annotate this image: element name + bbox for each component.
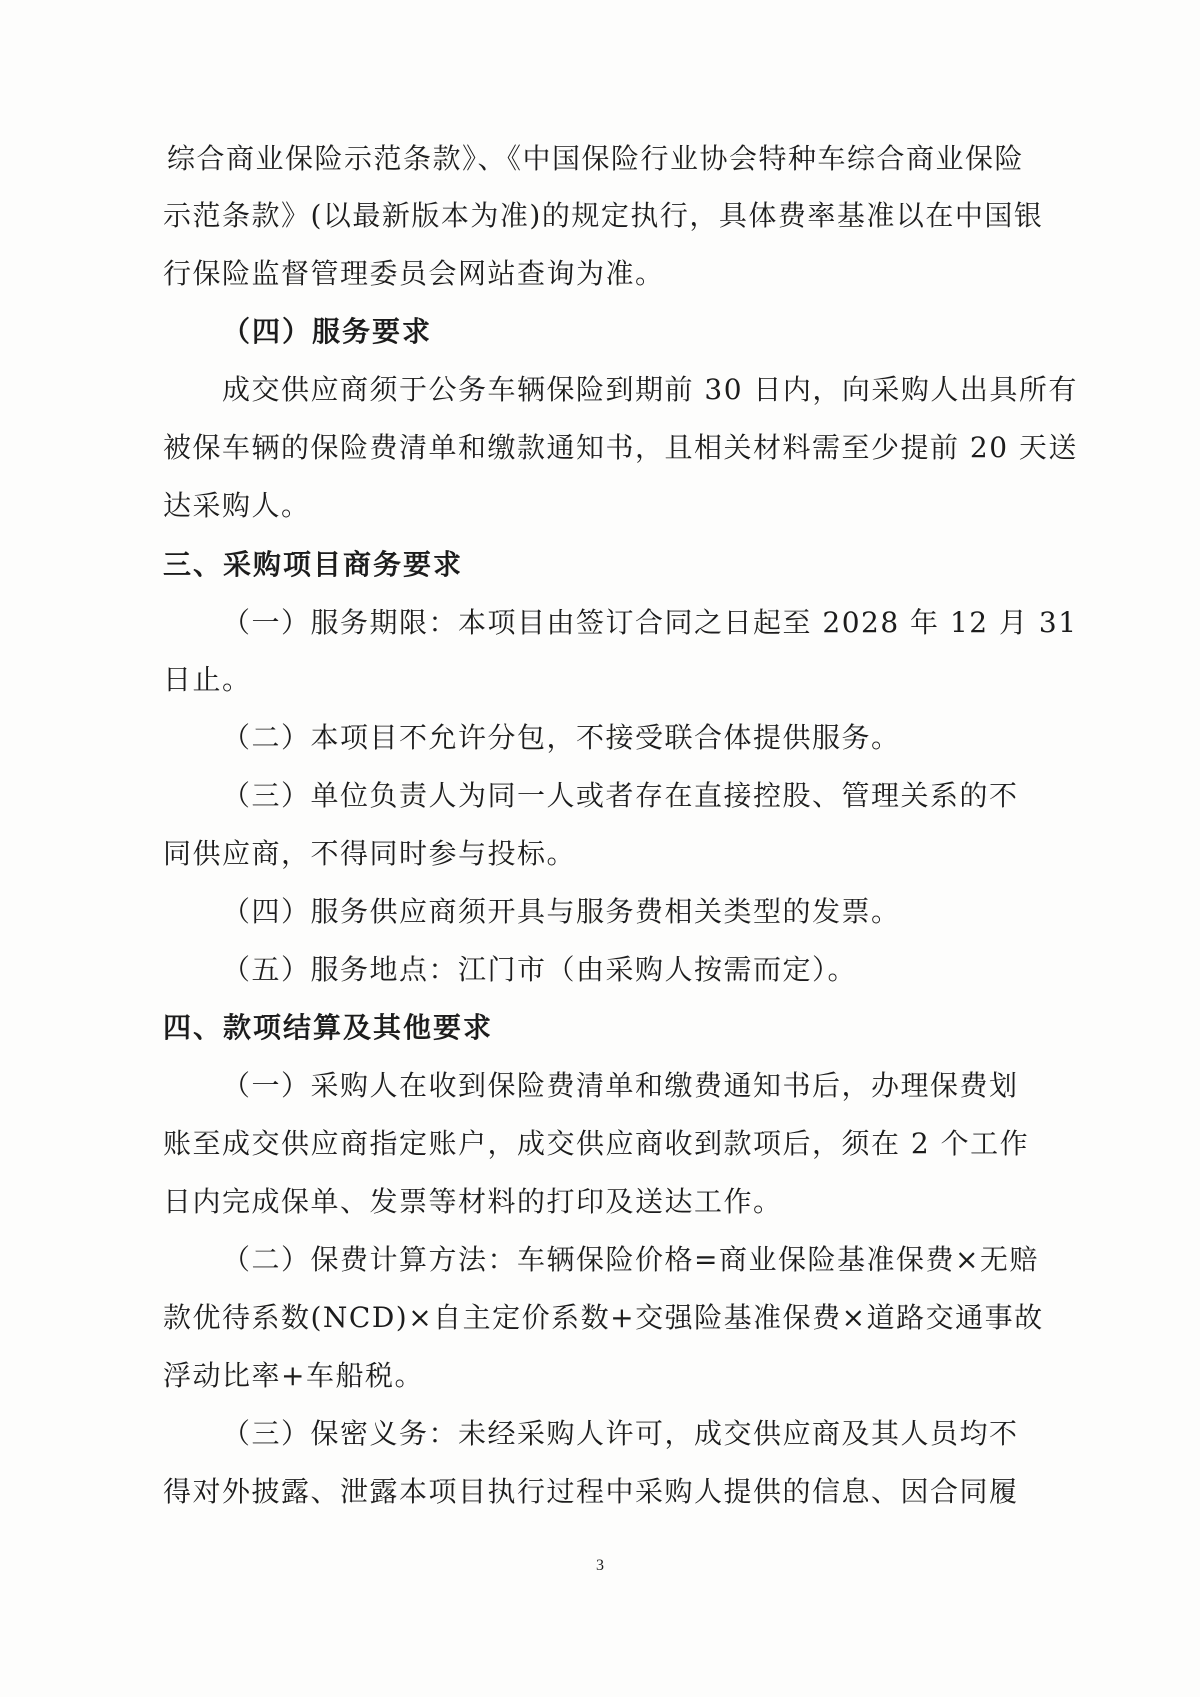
page-number: 3 xyxy=(596,1557,604,1574)
body-line-12: （三）单位负责人为同一人或者存在直接控股、管理关系的不 xyxy=(222,779,1019,812)
body-line-20: （二）保费计算方法：车辆保险价格=商业保险基准保费×无赔 xyxy=(222,1243,1039,1276)
body-line-14: （四）服务供应商须开具与服务费相关类型的发票。 xyxy=(222,895,901,928)
body-line-3: 行保险监督管理委员会网站查询为准。 xyxy=(163,257,665,290)
body-line-21: 款优待系数(NCD)×自主定价系数+交强险基准保费×道路交通事故 xyxy=(163,1301,1044,1334)
body-line-19: 日内完成保单、发票等材料的打印及送达工作。 xyxy=(163,1185,783,1218)
body-line-15: （五）服务地点：江门市（由采购人按需而定）。 xyxy=(222,953,858,986)
body-line-23: （三）保密义务：未经采购人许可，成交供应商及其人员均不 xyxy=(222,1417,1019,1450)
section-heading-business-requirements: 三、采购项目商务要求 xyxy=(163,548,464,581)
body-line-9: （一）服务期限：本项目由签订合同之日起至 2028 年 12 月 31 xyxy=(222,606,1078,639)
body-line-1: 综合商业保险示范条款》、《中国保险行业协会特种车综合商业保险 xyxy=(167,142,1025,175)
body-line-22: 浮动比率+车船税。 xyxy=(163,1359,424,1392)
body-line-13: 同供应商，不得同时参与投标。 xyxy=(163,837,577,870)
body-line-24: 得对外披露、泄露本项目执行过程中采购人提供的信息、因合同履 xyxy=(163,1475,1019,1508)
body-line-17: （一）采购人在收到保险费清单和缴费通知书后，办理保费划 xyxy=(222,1069,1019,1102)
body-line-18: 账至成交供应商指定账户，成交供应商收到款项后，须在 2 个工作 xyxy=(163,1127,1030,1160)
body-line-11: （二）本项目不允许分包，不接受联合体提供服务。 xyxy=(222,721,901,754)
body-line-7: 达采购人。 xyxy=(163,489,311,522)
body-line-5: 成交供应商须于公务车辆保险到期前 30 日内，向采购人出具所有 xyxy=(222,373,1078,406)
section-heading-payment-settlement: 四、款项结算及其他要求 xyxy=(163,1011,494,1044)
body-line-2: 示范条款》(以最新版本为准)的规定执行，具体费率基准以在中国银 xyxy=(163,199,1044,232)
body-line-10: 日止。 xyxy=(163,663,252,696)
subsection-heading-service-requirements: （四）服务要求 xyxy=(222,315,433,348)
body-line-6: 被保车辆的保险费清单和缴款通知书，且相关材料需至少提前 20 天送 xyxy=(163,431,1078,464)
